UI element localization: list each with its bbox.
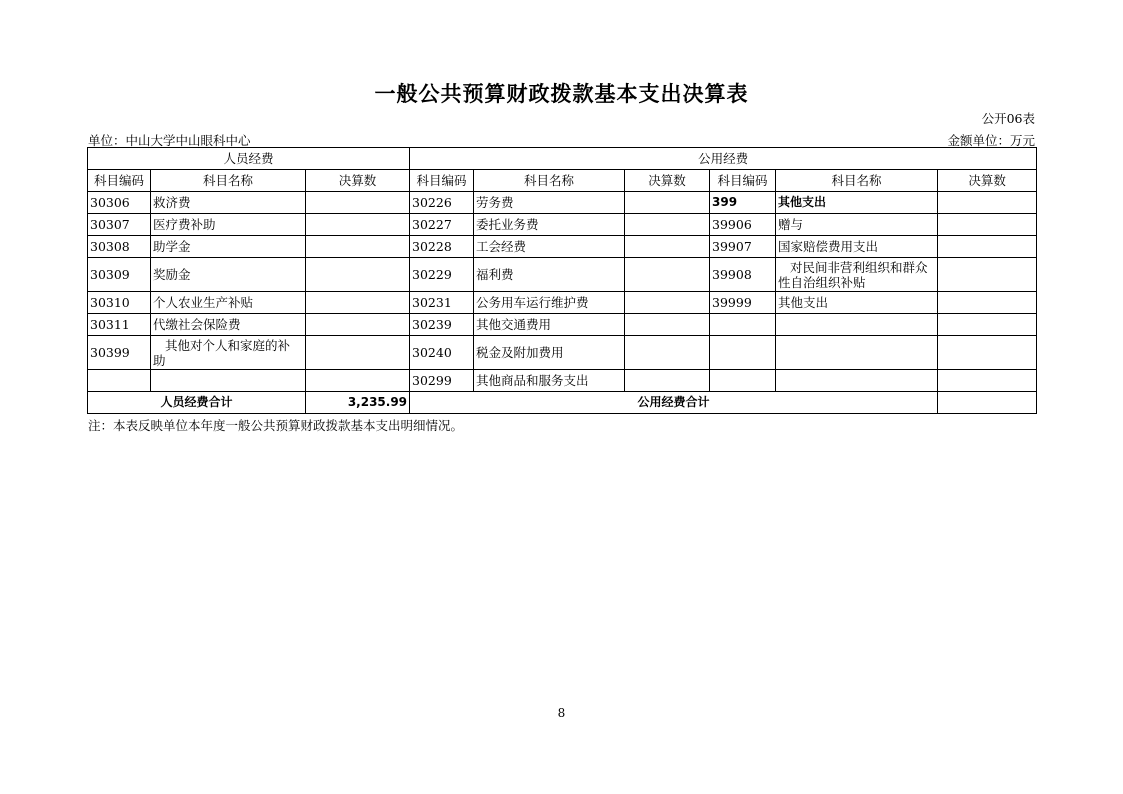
personnel-name: 医疗费补助: [151, 214, 306, 236]
table-row: [88, 336, 1037, 370]
other-code: 39907: [710, 236, 776, 258]
public-code: 30226: [410, 192, 474, 214]
personnel-name: 奖励金: [151, 258, 306, 292]
section-public: 公用经费: [410, 148, 1037, 170]
other-code: 399: [710, 192, 776, 214]
page-number: 8: [557, 706, 566, 720]
other-amount: [938, 292, 1037, 314]
public-amount: [625, 314, 710, 336]
public-total-label: 公用经费合计: [410, 392, 938, 414]
public-name: 税金及附加费用: [474, 336, 625, 370]
personnel-amount: [306, 336, 410, 370]
header-code: 科目编码: [410, 170, 474, 192]
public-name: 其他商品和服务支出: [474, 370, 625, 392]
public-amount: [625, 258, 710, 292]
public-code: 30240: [410, 336, 474, 370]
other-amount: [938, 370, 1037, 392]
public-code: 30299: [410, 370, 474, 392]
other-name: [776, 370, 938, 392]
table-row: [88, 314, 1037, 336]
public-name: 其他交通费用: [474, 314, 625, 336]
section-header-row: [88, 148, 1037, 170]
personnel-amount: [306, 314, 410, 336]
public-amount: [625, 192, 710, 214]
other-code: 39908: [710, 258, 776, 292]
other-code: 39999: [710, 292, 776, 314]
header-code: 科目编码: [710, 170, 776, 192]
other-name: 其他支出: [776, 292, 938, 314]
header-name: 科目名称: [776, 170, 938, 192]
table-row: [88, 236, 1037, 258]
personnel-amount: [306, 292, 410, 314]
header-name: 科目名称: [151, 170, 306, 192]
other-name: 赠与: [776, 214, 938, 236]
other-amount: [938, 236, 1037, 258]
public-amount: [625, 214, 710, 236]
personnel-code: 30306: [88, 192, 151, 214]
personnel-amount: [306, 236, 410, 258]
other-name: 国家赔偿费用支出: [776, 236, 938, 258]
other-code: [710, 370, 776, 392]
public-code: 30227: [410, 214, 474, 236]
personnel-code: [88, 370, 151, 392]
personnel-name: 助学金: [151, 236, 306, 258]
other-amount: [938, 214, 1037, 236]
other-code: [710, 336, 776, 370]
personnel-amount: [306, 214, 410, 236]
table-row: [88, 258, 1037, 292]
page-title: 一般公共预算财政拨款基本支出决算表: [374, 81, 749, 106]
other-amount: [938, 336, 1037, 370]
other-name: [776, 336, 938, 370]
other-code: 39906: [710, 214, 776, 236]
public-code: 30231: [410, 292, 474, 314]
table-row: [88, 370, 1037, 392]
public-code: 30239: [410, 314, 474, 336]
header-code: 科目编码: [88, 170, 151, 192]
personnel-name: 代缴社会保险费: [151, 314, 306, 336]
header-amount: 决算数: [625, 170, 710, 192]
public-amount: [625, 336, 710, 370]
personnel-code: 30309: [88, 258, 151, 292]
personnel-name: 个人农业生产补贴: [151, 292, 306, 314]
other-name: [776, 314, 938, 336]
personnel-code: 30308: [88, 236, 151, 258]
table-row: [88, 192, 1037, 214]
other-name-line2: 性自治组织补贴: [778, 274, 866, 290]
other-name-line1: 对民间非营利组织和群众: [790, 259, 928, 275]
personnel-name: [151, 370, 306, 392]
table-row: [88, 214, 1037, 236]
personnel-code: 30399: [88, 336, 151, 370]
personnel-amount: [306, 370, 410, 392]
public-name: 委托业务费: [474, 214, 625, 236]
personnel-amount: [306, 258, 410, 292]
personnel-name: 救济费: [151, 192, 306, 214]
other-name: [776, 258, 938, 292]
other-amount: [938, 258, 1037, 292]
personnel-code: 30307: [88, 214, 151, 236]
public-code: 30229: [410, 258, 474, 292]
personnel-code: 30310: [88, 292, 151, 314]
public-name: 工会经费: [474, 236, 625, 258]
personnel-code: 30311: [88, 314, 151, 336]
column-header-row: [88, 170, 1037, 192]
personnel-name: [151, 336, 306, 370]
header-amount: 决算数: [306, 170, 410, 192]
header-name: 科目名称: [474, 170, 625, 192]
personnel-name-line2: 助: [153, 352, 166, 368]
amount-unit-label: 金额单位：万元: [947, 133, 1035, 148]
form-number: 公开06表: [981, 111, 1035, 126]
other-amount: [938, 314, 1037, 336]
totals-row: [88, 392, 1037, 414]
public-name: 公务用车运行维护费: [474, 292, 625, 314]
other-amount: [938, 192, 1037, 214]
other-name: 其他支出: [776, 192, 938, 214]
expenditure-table: [87, 147, 1037, 414]
public-name: 福利费: [474, 258, 625, 292]
other-code: [710, 314, 776, 336]
table-row: [88, 292, 1037, 314]
public-code: 30228: [410, 236, 474, 258]
footnote: 注：本表反映单位本年度一般公共预算财政拨款基本支出明细情况。: [88, 418, 464, 433]
public-amount: [625, 236, 710, 258]
personnel-total-value: 3,235.99: [306, 392, 410, 414]
personnel-amount: [306, 192, 410, 214]
public-amount: [625, 370, 710, 392]
personnel-name-line1: 其他对个人和家庭的补: [165, 337, 291, 353]
public-name: 劳务费: [474, 192, 625, 214]
section-personnel: 人员经费: [88, 148, 410, 170]
header-amount: 决算数: [938, 170, 1037, 192]
public-amount: [625, 292, 710, 314]
unit-label: 单位：中山大学中山眼科中心: [88, 133, 251, 148]
personnel-total-label: 人员经费合计: [88, 392, 306, 414]
public-total-value: [938, 392, 1037, 414]
